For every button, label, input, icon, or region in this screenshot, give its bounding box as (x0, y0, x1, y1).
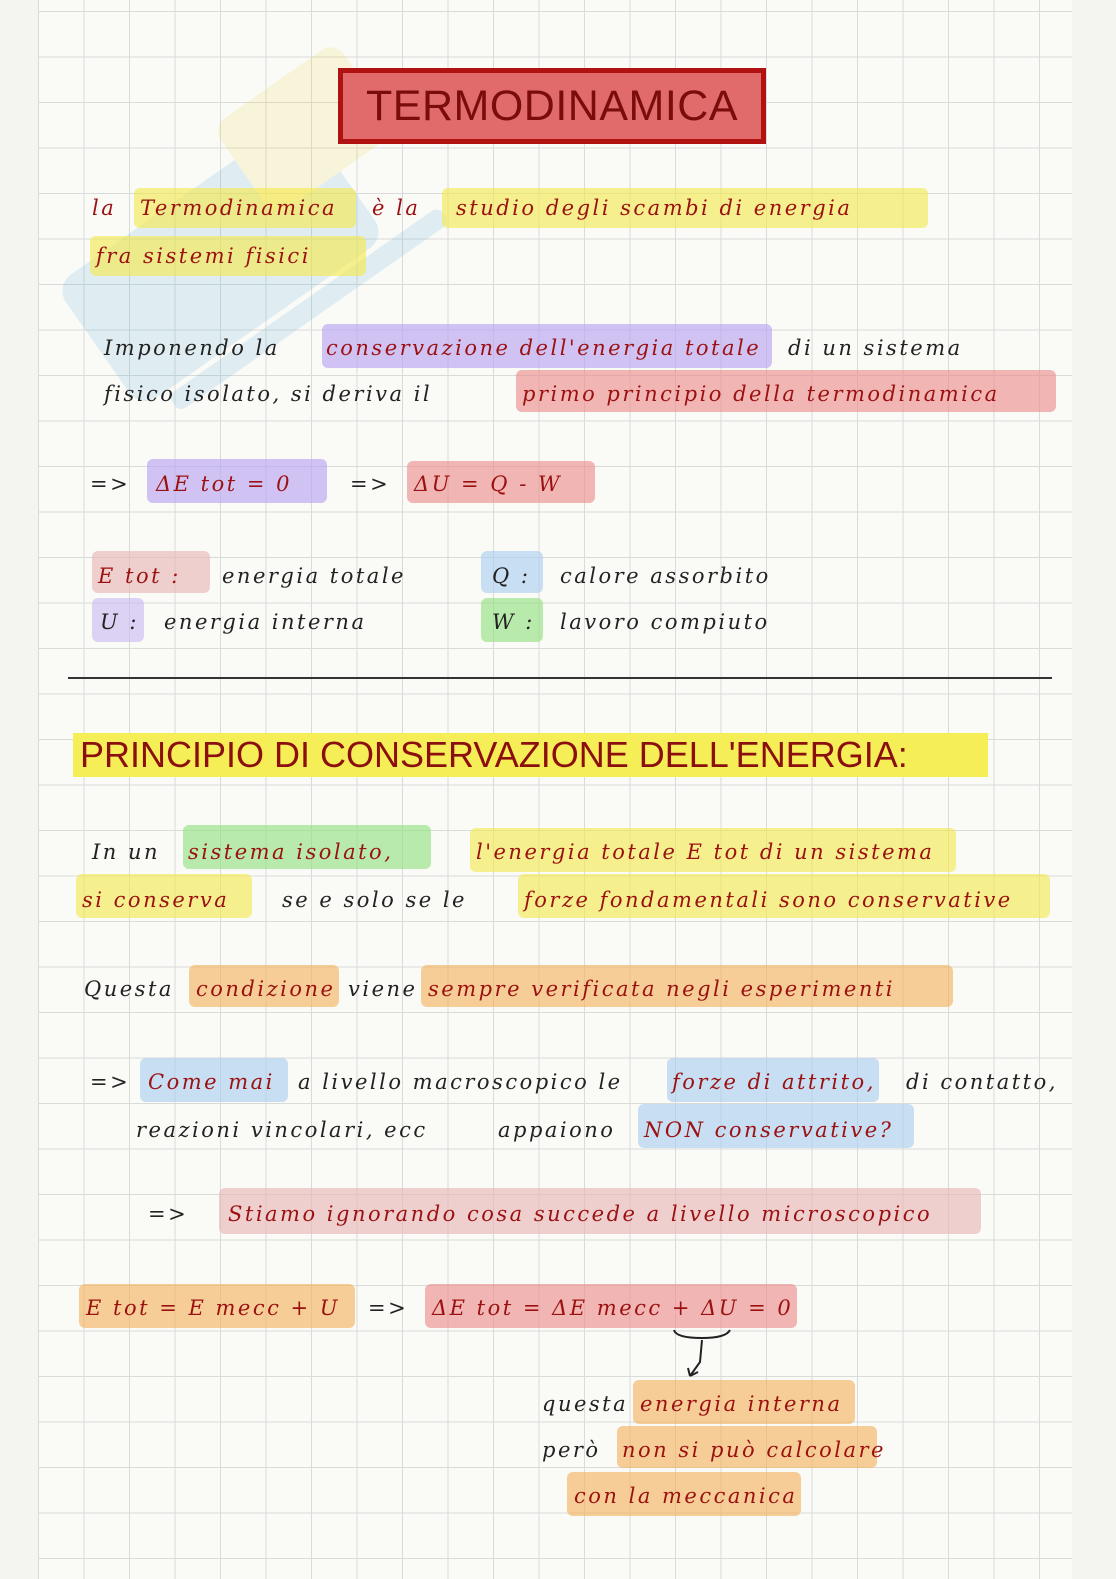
note-however: però (542, 1438, 601, 1462)
impose-text-2: fisico isolato, si deriva il (104, 382, 433, 406)
intro-word: la (92, 196, 117, 220)
cons-condition: se e solo se le (282, 888, 467, 912)
arrow-implies: => (368, 1296, 409, 1320)
note-internal-energy: energia interna (640, 1392, 843, 1416)
intro-definition: studio degli scambi di energia (456, 196, 853, 220)
note-text: questa (542, 1392, 629, 1416)
question-text: a livello macroscopico le (298, 1070, 623, 1094)
arrow-implies: => (90, 1070, 131, 1094)
legend-q-text: calore assorbito (560, 564, 771, 588)
first-principle: primo principio della termodinamica (522, 382, 1000, 406)
intro-term: Termodinamica (140, 196, 338, 220)
intro-definition-cont: fra sistemi fisici (96, 244, 311, 268)
formula-delta-conservation: ΔE tot = ΔE mecc + ΔU = 0 (432, 1296, 794, 1320)
legend-etot-symbol: E tot : (98, 564, 181, 588)
note-mechanics: con la meccanica (574, 1484, 798, 1508)
cons-fundamental-forces: forze fondamentali sono conservative (524, 888, 1013, 912)
question-contact: di contatto, (906, 1070, 1058, 1094)
cond-text: Questa (84, 977, 174, 1001)
arrow-implies: => (350, 472, 391, 496)
note-cannot-calculate: non si può calcolare (622, 1438, 886, 1462)
arrow-implies: => (148, 1202, 189, 1226)
question-why: Come mai (148, 1070, 275, 1094)
formula-first-law: ΔU = Q - W (414, 472, 563, 496)
legend-w-symbol: W : (492, 610, 535, 634)
divider (68, 677, 1052, 679)
page-title-text: TERMODINAMICA (366, 81, 738, 130)
cons-isolated-system: sistema isolato, (188, 840, 394, 864)
formula-etot: E tot = E mecc + U (86, 1296, 340, 1320)
page-title (338, 68, 766, 144)
legend-u-symbol: U : (100, 610, 139, 634)
legend-etot-text: energia totale (222, 564, 406, 588)
question-non-conservative: NON conservative? (644, 1118, 894, 1142)
brace-arrow (668, 1326, 748, 1386)
formula-delta-etot: ΔE tot = 0 (156, 472, 292, 496)
cons-text: In un (92, 840, 161, 864)
cond-verified: sempre verificata negli esperimenti (428, 977, 896, 1001)
intro-verb: è la (372, 196, 421, 220)
question-text-2: reazioni vincolari, ecc (136, 1118, 428, 1142)
legend-w-text: lavoro compiuto (560, 610, 770, 634)
question-friction: forze di attrito, (672, 1070, 876, 1094)
answer-text: Stiamo ignorando cosa succede a livello microscopico (228, 1202, 933, 1226)
question-appear: appaiono (498, 1118, 616, 1142)
cond-condition: condizione (196, 977, 336, 1001)
legend-u-text: energia interna (164, 610, 367, 634)
cons-total-energy: l'energia totale E tot di un sistema (476, 840, 935, 864)
cons-conserved: si conserva (82, 888, 230, 912)
cond-verb: viene (348, 977, 418, 1001)
impose-conservation: conservazione dell'energia totale (326, 336, 762, 360)
impose-text-end: di un sistema (788, 336, 963, 360)
arrow-implies: => (90, 472, 131, 496)
legend-q-symbol: Q : (492, 564, 531, 588)
impose-text: Imponendo la (104, 336, 280, 360)
section-title: PRINCIPIO DI CONSERVAZIONE DELL'ENERGIA: (80, 734, 908, 775)
